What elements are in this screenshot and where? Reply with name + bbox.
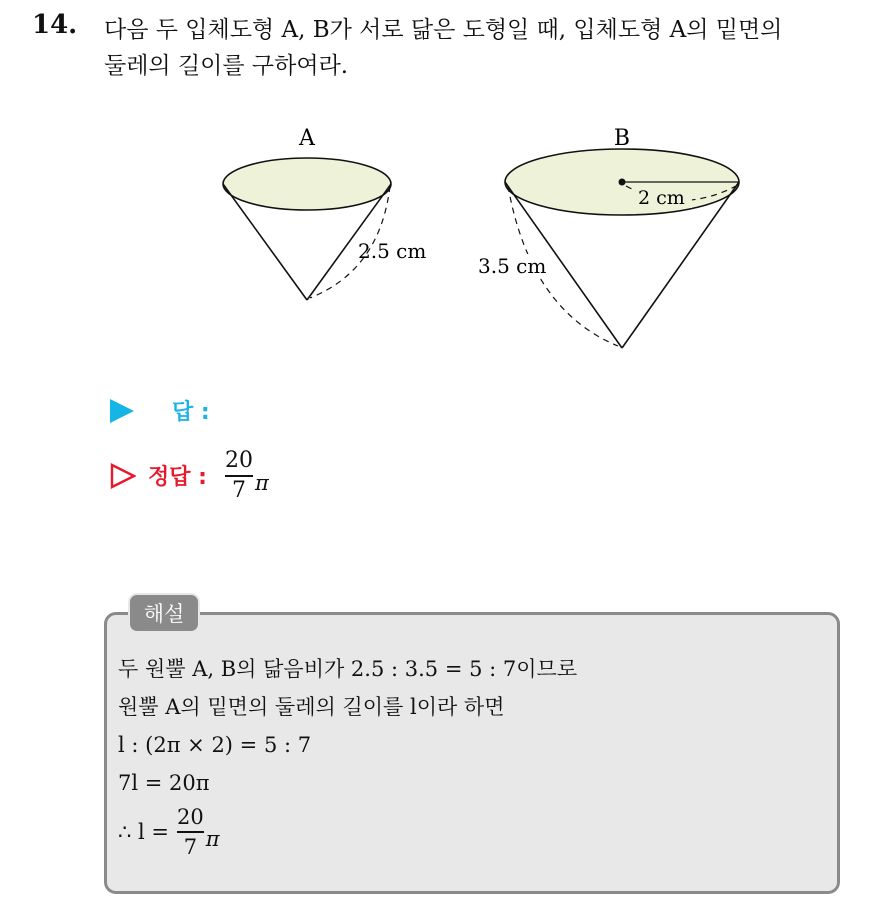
answer-fraction [225,448,253,504]
answer-row [110,395,210,426]
solution-pi: π [205,826,220,851]
question-number: 14. [32,10,78,40]
solution-line-4: 7l = 20π [118,771,210,795]
solution-fraction [177,804,204,860]
solution-line-1: 두 원뿔 A, B의 닮음비가 2.5 : 3.5 = 5 : 7이므로 [118,657,578,681]
cone-a [223,126,426,300]
cone-a-label: A [299,126,315,151]
solution-tag: 해설 [128,593,200,633]
correct-answer-label: 정답 : [148,465,207,491]
solution-line-2: 원뿔 A의 밑면의 둘레의 길이를 l이라 하면 [118,695,505,719]
question-line-1: 다음 두 입체도형 A, B가 서로 닮은 도형일 때, 입체도형 A의 밑면의 [104,17,783,43]
solution-line-5-prefix: ∴ l = [118,819,170,844]
play-triangle-icon [110,399,134,423]
correct-answer-row [110,448,269,504]
answer-numerator: 20 [224,448,253,473]
cone-figure [0,110,884,360]
solution-line-3: l : (2π × 2) = 5 : 7 [118,733,312,757]
fraction-bar [225,475,253,477]
cone-b [476,126,739,348]
solution-fraction-bar [177,831,204,833]
solution-denominator: 7 [183,834,198,859]
cone-b-center-dot [619,179,626,186]
cone-b-radius-label: 2 cm [638,187,685,209]
cone-a-base [223,158,391,210]
outline-triangle-icon [110,463,136,489]
question-line-2: 둘레의 길이를 구하여라. [104,53,349,79]
answer-pi: π [254,470,269,495]
solution-line-5 [118,804,577,860]
cone-b-label: B [613,126,631,151]
cone-b-slant-label: 3.5 cm [478,254,547,278]
correct-answer-value [225,448,269,504]
solution-text [118,650,577,860]
question-text [104,12,874,84]
cone-a-slant-label: 2.5 cm [358,239,427,263]
answer-denominator: 7 [231,477,246,503]
answer-label: 답 : [172,400,210,425]
solution-numerator: 20 [177,805,204,829]
